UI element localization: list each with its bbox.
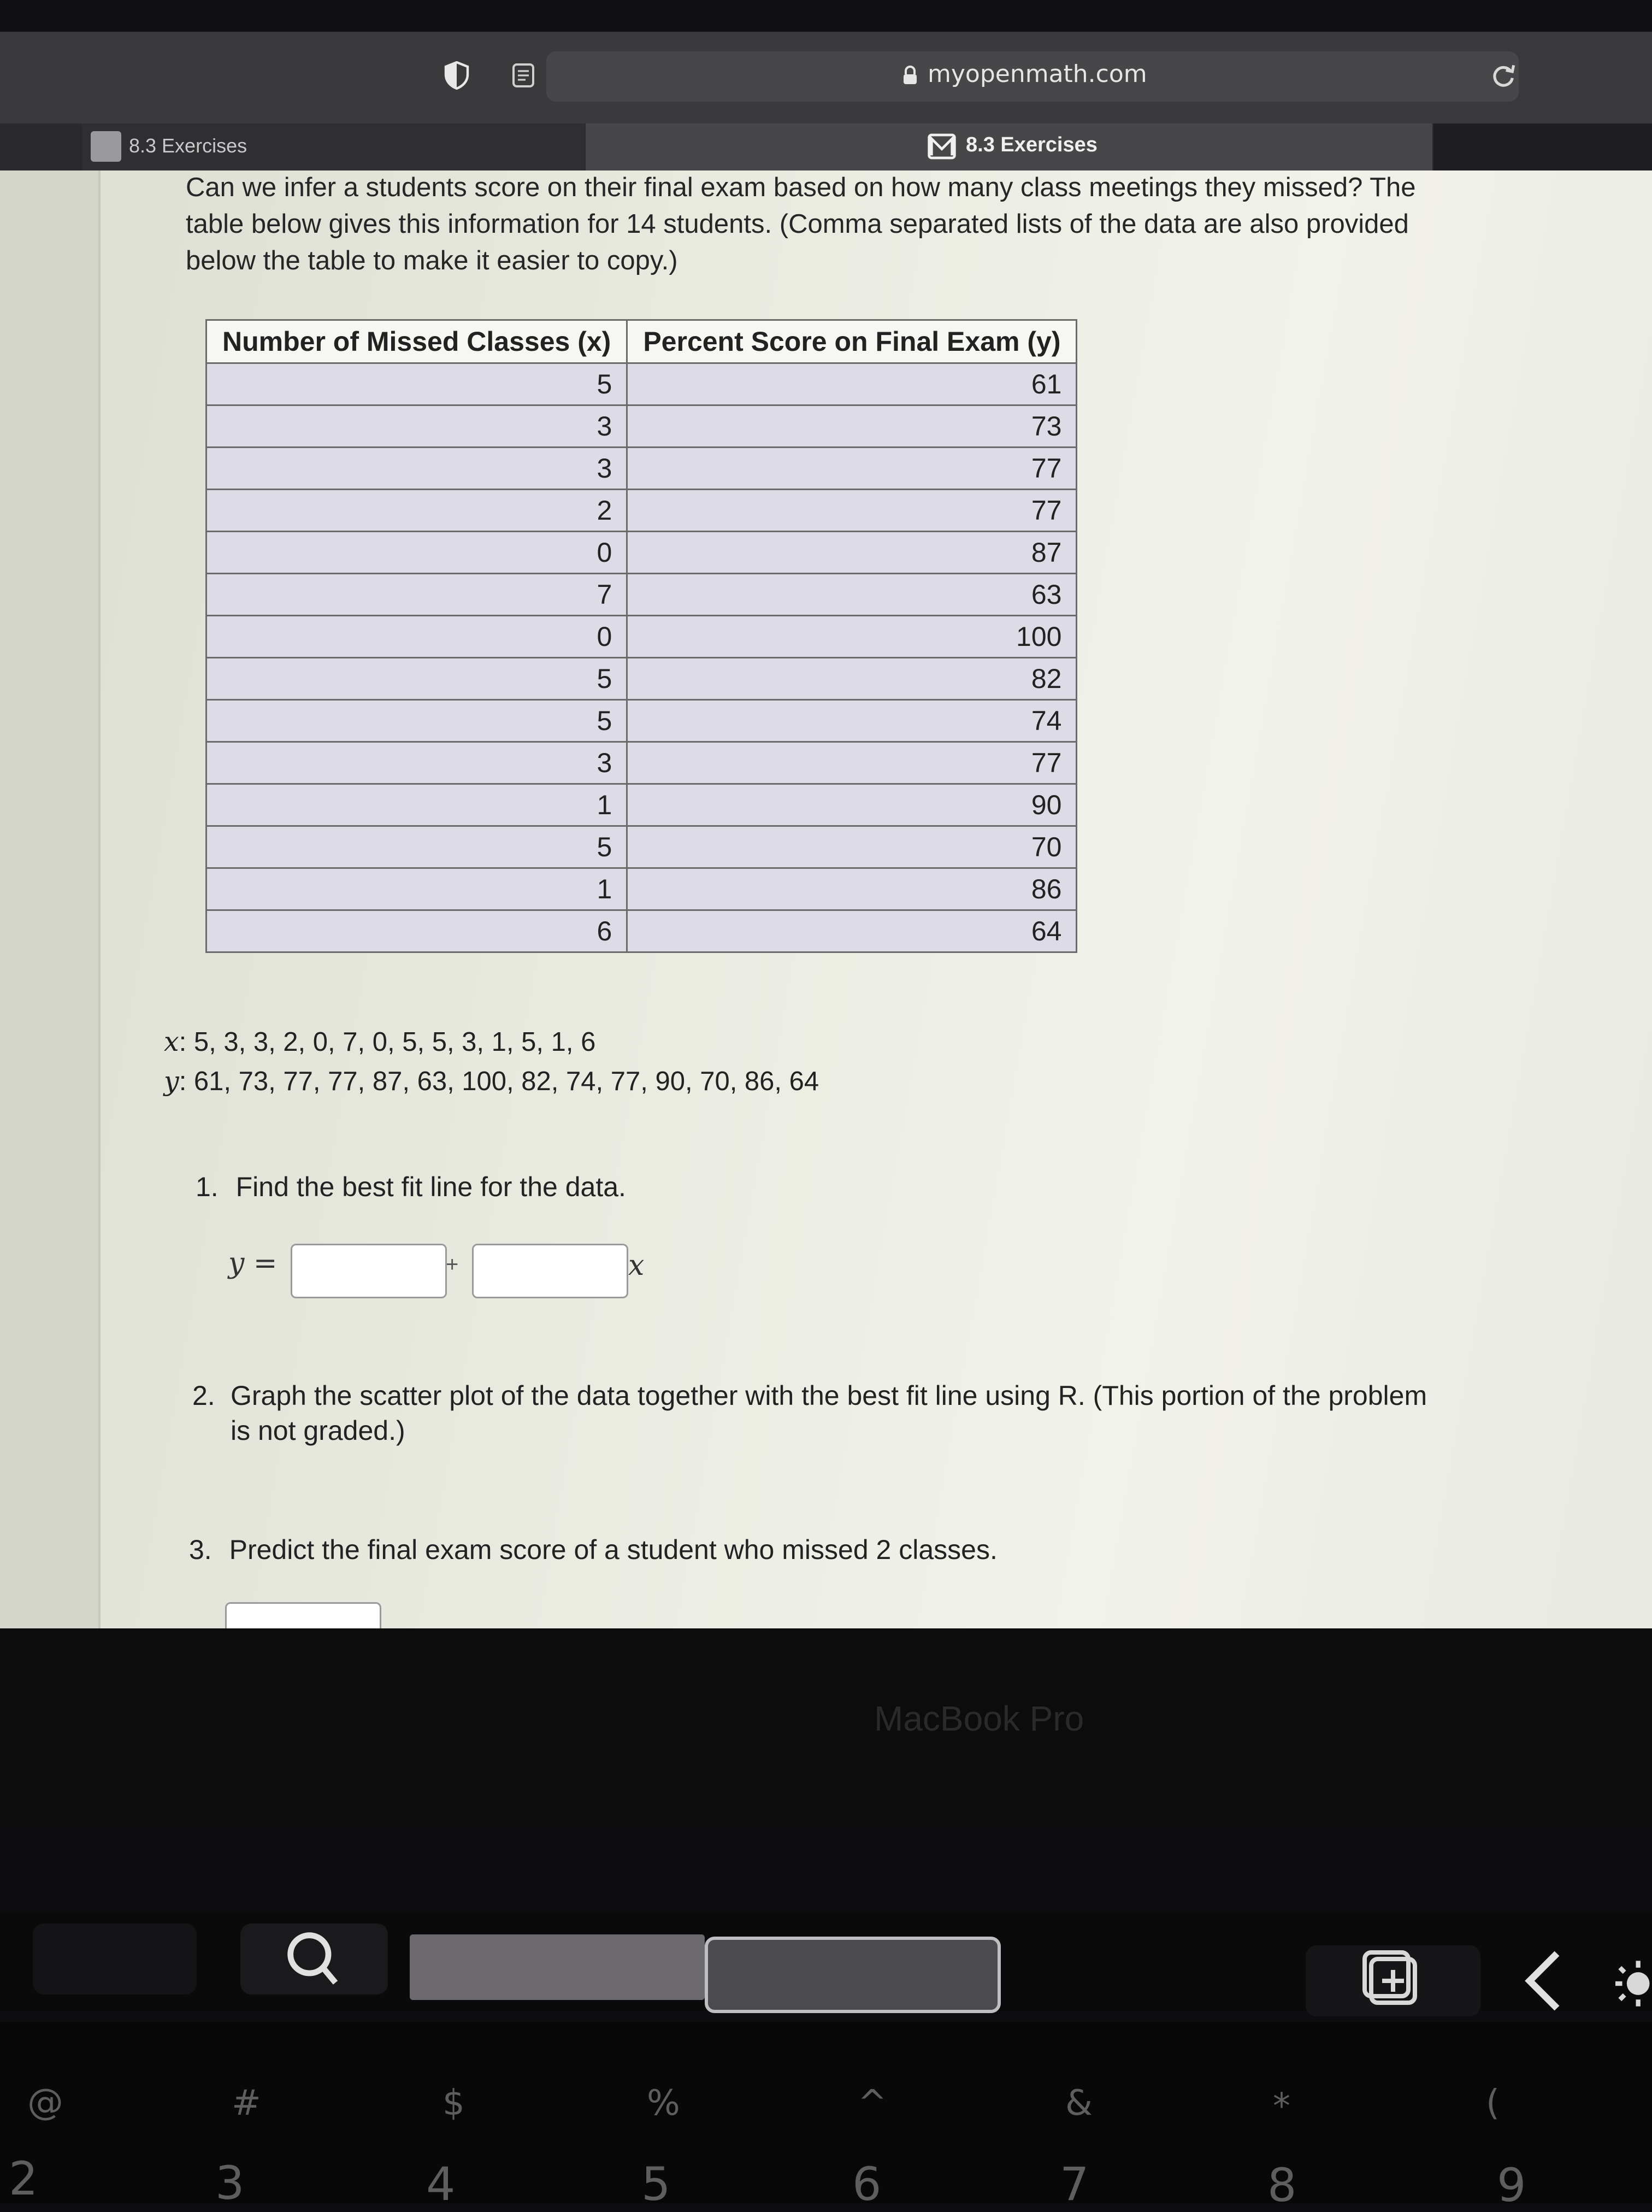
table-row [206,448,1077,490]
table-row [206,784,1077,826]
key-ampersand[interactable]: & [1065,2083,1093,2123]
chevron-left-icon[interactable] [1508,1945,1584,2016]
cell-final-exam: 82 [627,658,1077,700]
cell-final-exam: 100 [627,616,1077,658]
reload-icon[interactable] [1488,60,1519,91]
table-row [206,826,1077,868]
macbook-label: MacBook Pro [874,1699,1084,1738]
cell-final-exam: 77 [627,490,1077,532]
cell-final-exam: 74 [627,700,1077,742]
cell-final-exam: 86 [627,868,1077,910]
key-6[interactable]: 6 [852,2157,882,2211]
reader-icon[interactable] [510,62,536,89]
tab-title: 8.3 Exercises [129,134,247,157]
table-row [206,868,1077,910]
cell-missed-classes: 5 [206,363,627,405]
tab-8-3-exercises-2-active[interactable] [586,123,1432,170]
y-list-label: y [164,1066,179,1097]
left-margin [0,170,101,1628]
question-number: 1. [196,1172,219,1202]
touchbar-tab-thumbnail[interactable] [410,1934,705,2000]
key-8[interactable]: 8 [1267,2158,1297,2212]
table-header-row [206,320,1077,363]
header-final-exam: Percent Score on Final Exam (y) [627,320,1077,363]
table-row [206,616,1077,658]
x-list [164,1026,595,1057]
cell-missed-classes: 7 [206,574,627,616]
equation-x: x [628,1249,645,1282]
key-hash[interactable]: # [232,2083,261,2123]
laptop-bezel [0,1628,1652,1825]
key-dollar[interactable]: $ [442,2083,465,2123]
question-number: 2. [192,1380,215,1411]
slope-input[interactable] [472,1244,628,1298]
key-9[interactable]: 9 [1497,2158,1526,2212]
tab-8-3-exercises-1[interactable] [82,123,585,170]
touchbar-expand-button[interactable] [33,1923,197,1995]
cell-missed-classes: 5 [206,700,627,742]
url-text[interactable]: myopenmath.com [928,60,1147,88]
key-7[interactable]: 7 [1060,2157,1089,2211]
tab-title: 8.3 Exercises [966,133,1098,156]
header-missed-classes: Number of Missed Classes (x) [206,320,627,363]
table-row [206,742,1077,784]
table-row [206,574,1077,616]
cell-final-exam: 77 [627,448,1077,490]
cell-missed-classes: 0 [206,616,627,658]
question-3 [189,1532,998,1567]
question-text: Predict the final exam score of a student who missed 2 classes. [229,1534,998,1565]
lock-icon [902,66,918,85]
cell-missed-classes: 0 [206,532,627,574]
question-number: 3. [189,1534,212,1565]
prediction-input[interactable] [225,1602,381,1628]
site-favicon-icon [91,131,121,162]
equation-lhs: y = [228,1247,278,1280]
privacy-shield-icon[interactable] [444,61,470,90]
key-3[interactable]: 3 [215,2156,245,2210]
tab-bar-empty [1433,123,1652,170]
equation-plus: + [446,1252,459,1276]
cell-missed-classes: 5 [206,658,627,700]
brightness-icon[interactable] [1606,1956,1652,2011]
x-list-label: x [164,1026,179,1057]
table-row [206,700,1077,742]
touchbar-tab-thumbnail-active[interactable] [705,1937,1001,2013]
table-row [206,363,1077,405]
question-text: Graph the scatter plot of the data together with the best fit line using R. (This portion of the problem is not graded.) [231,1380,1427,1446]
cell-final-exam: 70 [627,826,1077,868]
key-4[interactable]: 4 [426,2157,456,2211]
cell-final-exam: 87 [627,532,1077,574]
table-row [206,910,1077,952]
cell-missed-classes: 1 [206,868,627,910]
cell-missed-classes: 3 [206,448,627,490]
intercept-input[interactable] [291,1244,447,1298]
cell-missed-classes: 6 [206,910,627,952]
key-caret[interactable]: ^ [858,2083,887,2123]
table-row [206,405,1077,448]
mail-favicon-icon [927,131,957,162]
table-row [206,532,1077,574]
page-content [0,170,1652,1628]
key-asterisk[interactable]: * [1273,2086,1290,2127]
cell-final-exam: 61 [627,363,1077,405]
key-percent[interactable]: % [647,2083,680,2123]
new-tab-icon[interactable] [1306,1945,1480,2016]
y-list-values: : 61, 73, 77, 77, 87, 63, 100, 82, 74, 77, 90, 70, 86, 64 [179,1067,819,1096]
problem-intro: Can we infer a students score on their final exam based on how many class meetings they missed? The table below gives this information for 14 students. (Comma separated lists of the data are also provided below the table to make it easier to copy.) [186,173,1416,275]
x-list-values: : 5, 3, 3, 2, 0, 7, 0, 5, 5, 3, 1, 5, 1, 6 [179,1027,596,1057]
cell-missed-classes: 5 [206,826,627,868]
search-icon[interactable] [240,1923,388,1995]
question-text: Find the best fit line for the data. [235,1172,626,1202]
key-2[interactable]: 2 [9,2152,38,2205]
cell-final-exam: 77 [627,742,1077,784]
cell-missed-classes: 2 [206,490,627,532]
table-row [206,490,1077,532]
y-list [164,1066,819,1097]
screen-bezel-top [0,0,1652,32]
data-table [205,319,1077,953]
cell-final-exam: 73 [627,405,1077,448]
cell-missed-classes: 1 [206,784,627,826]
question-2 [192,1378,1449,1448]
cell-final-exam: 63 [627,574,1077,616]
cell-missed-classes: 3 [206,742,627,784]
key-at[interactable]: @ [27,2081,63,2123]
question-1 [196,1169,626,1204]
key-paren[interactable]: ( [1486,2083,1500,2123]
cell-final-exam: 64 [627,910,1077,952]
table-row [206,658,1077,700]
cell-missed-classes: 3 [206,405,627,448]
keyboard-number-row [0,2022,1652,2212]
cell-final-exam: 90 [627,784,1077,826]
key-5[interactable]: 5 [641,2157,671,2211]
